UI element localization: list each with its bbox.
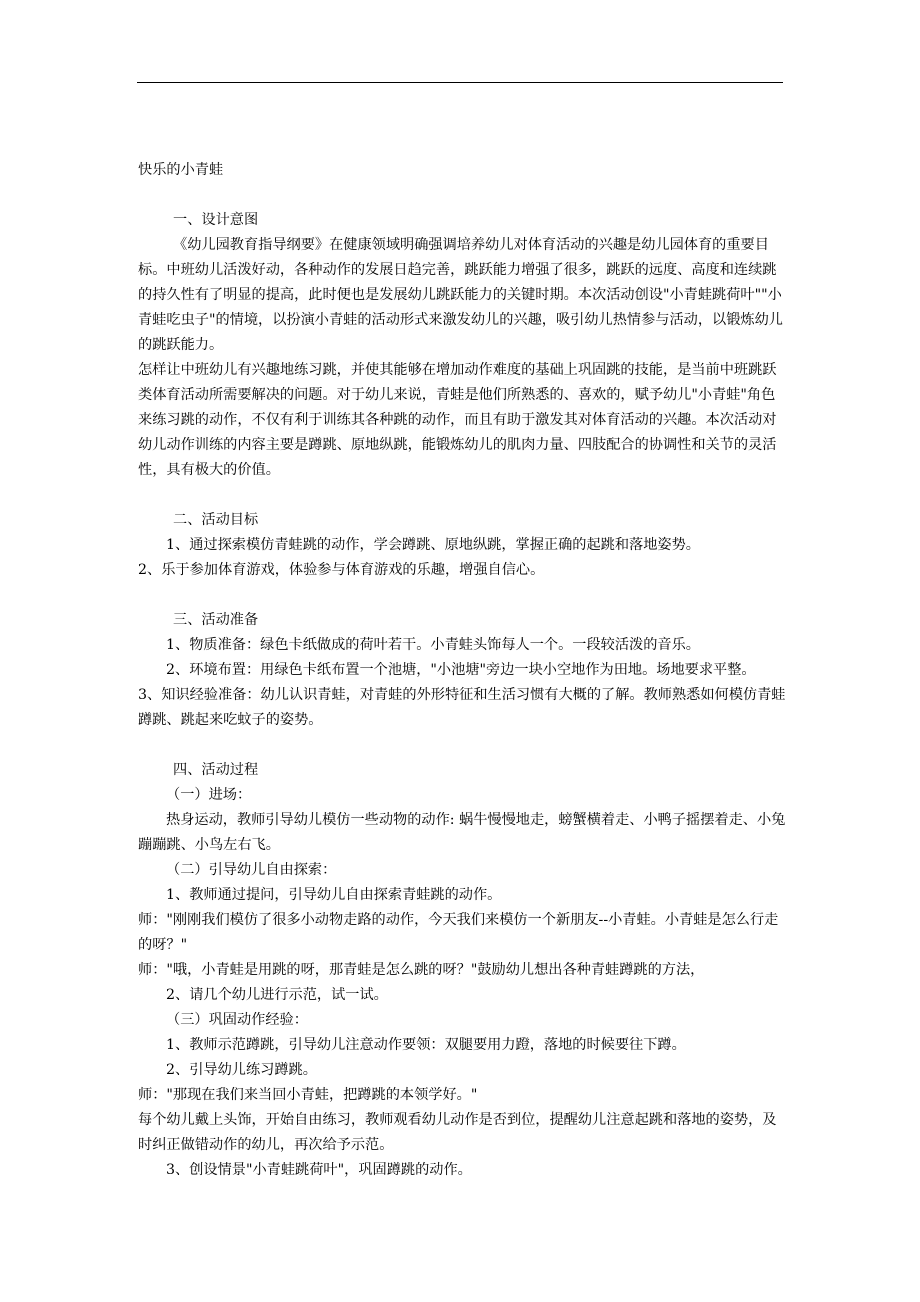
- paragraph: 《幼儿园教育指导纲要》在健康领域明确强调培养幼儿对体育活动的兴趣是幼儿园体育的重要目标。中班幼儿活泼好动，各种动作的发展日趋完善，跳跃能力增强了很多，跳跃的远度、高度和连续跳的持久性有了明显的提高，此时便也是发展幼儿跳跃能力的关键时期。本次活动创设"小青蛙跳荷叶""小青蛙吃虫子"的情境，以扮演小青蛙的活动形式来激发幼儿的兴趣，吸引幼儿热情参与活动，以锻炼幼儿的跳跃能力。: [138, 237, 783, 353]
- section-heading-process: 四、活动过程: [173, 762, 259, 778]
- list-item: 2、环境布置：用绿色卡纸布置一个池塘，"小池塘"旁边一块小空地作为田地。场地要求平整。: [166, 662, 756, 678]
- paragraph: 热身运动，教师引导幼儿模仿一些动物的动作: 蜗牛慢慢地走，螃蟹横着走、小鸭子摇摆着走、小兔蹦蹦跳、小鸟左右飞。: [138, 812, 786, 853]
- list-item: 1、通过探索模仿青蛙跳的动作，学会蹲跳、原地纵跳，掌握正确的起跳和落地姿势。: [166, 537, 700, 553]
- paragraph: 怎样让中班幼儿有兴趣地练习跳，并使其能够在增加动作难度的基础上巩固跳的技能，是当前中班跳跃类体育活动所需要解决的问题。对于幼儿来说，青蛙是他们所熟悉的、喜欢的，赋予幼儿"小青蛙"角色来练习跳的动作，不仅有利于训练其各种跳的动作，而且有助于激发其对体育活动的兴趣。本次活动对幼儿动作训练的内容主要是蹲跳、原地纵跳，能锻炼幼儿的肌肉力量、四肢配合的协调性和关节的灵活性，具有极大的价值。: [138, 362, 777, 478]
- spacer: [138, 733, 788, 758]
- section-heading-design-intent: 一、设计意图: [173, 212, 259, 228]
- list-item: 3、知识经验准备：幼儿认识青蛙，对青蛙的外形特征和生活习惯有大概的了解。教师熟悉如何模仿青蛙蹲跳、跳起来吃蚊子的姿势。: [138, 687, 786, 728]
- subheading: （二）引导幼儿自由探索：: [166, 862, 337, 878]
- section-heading-objectives: 二、活动目标: [173, 512, 259, 528]
- subheading: （一）进场：: [166, 787, 252, 803]
- spacer: [138, 483, 788, 508]
- list-item: 1、教师通过提问，引导幼儿自由探索青蛙跳的动作。: [166, 887, 502, 903]
- list-item: 1、物质准备：绿色卡纸做成的荷叶若干。小青蛙头饰每人一个。一段较活泼的音乐。: [166, 637, 700, 653]
- section-heading-preparation: 三、活动准备: [173, 612, 259, 628]
- document-title: 快乐的小青蛙: [138, 162, 224, 178]
- document-body: [138, 158, 788, 1183]
- header-rule: [137, 82, 783, 83]
- list-item: 3、创设情景"小青蛙跳荷叶"，巩固蹲跳的动作。: [166, 1162, 472, 1178]
- dialogue-line: 师："哦，小青蛙是用跳的呀，那青蛙是怎么跳的呀？"鼓励幼儿想出各种青蛙蹲跳的方法，: [138, 962, 705, 978]
- list-item: 1、教师示范蹲跳，引导幼儿注意动作要领：双腿要用力蹬，落地的时候要往下蹲。: [166, 1037, 686, 1053]
- spacer: [138, 583, 788, 608]
- dialogue-line: 师："那现在我们来当回小青蛙，把蹲跳的本领学好。": [138, 1087, 478, 1103]
- paragraph: 每个幼儿戴上头饰，开始自由练习，教师观看幼儿动作是否到位，提醒幼儿注意起跳和落地的姿势，及时纠正做错动作的幼儿，再次给予示范。: [138, 1112, 777, 1153]
- list-item: 2、引导幼儿练习蹲跳。: [166, 1062, 317, 1078]
- subheading: （三）巩固动作经验：: [166, 1012, 308, 1028]
- list-item: 2、乐于参加体育游戏，体验参与体育游戏的乐趣，增强自信心。: [138, 562, 545, 578]
- list-item: 2、请几个幼儿进行示范，试一试。: [166, 987, 388, 1003]
- dialogue-line: 师："刚刚我们模仿了很多小动物走路的动作，今天我们来模仿一个新朋友--小青蛙。小青蛙是怎么行走的呀？": [138, 912, 779, 953]
